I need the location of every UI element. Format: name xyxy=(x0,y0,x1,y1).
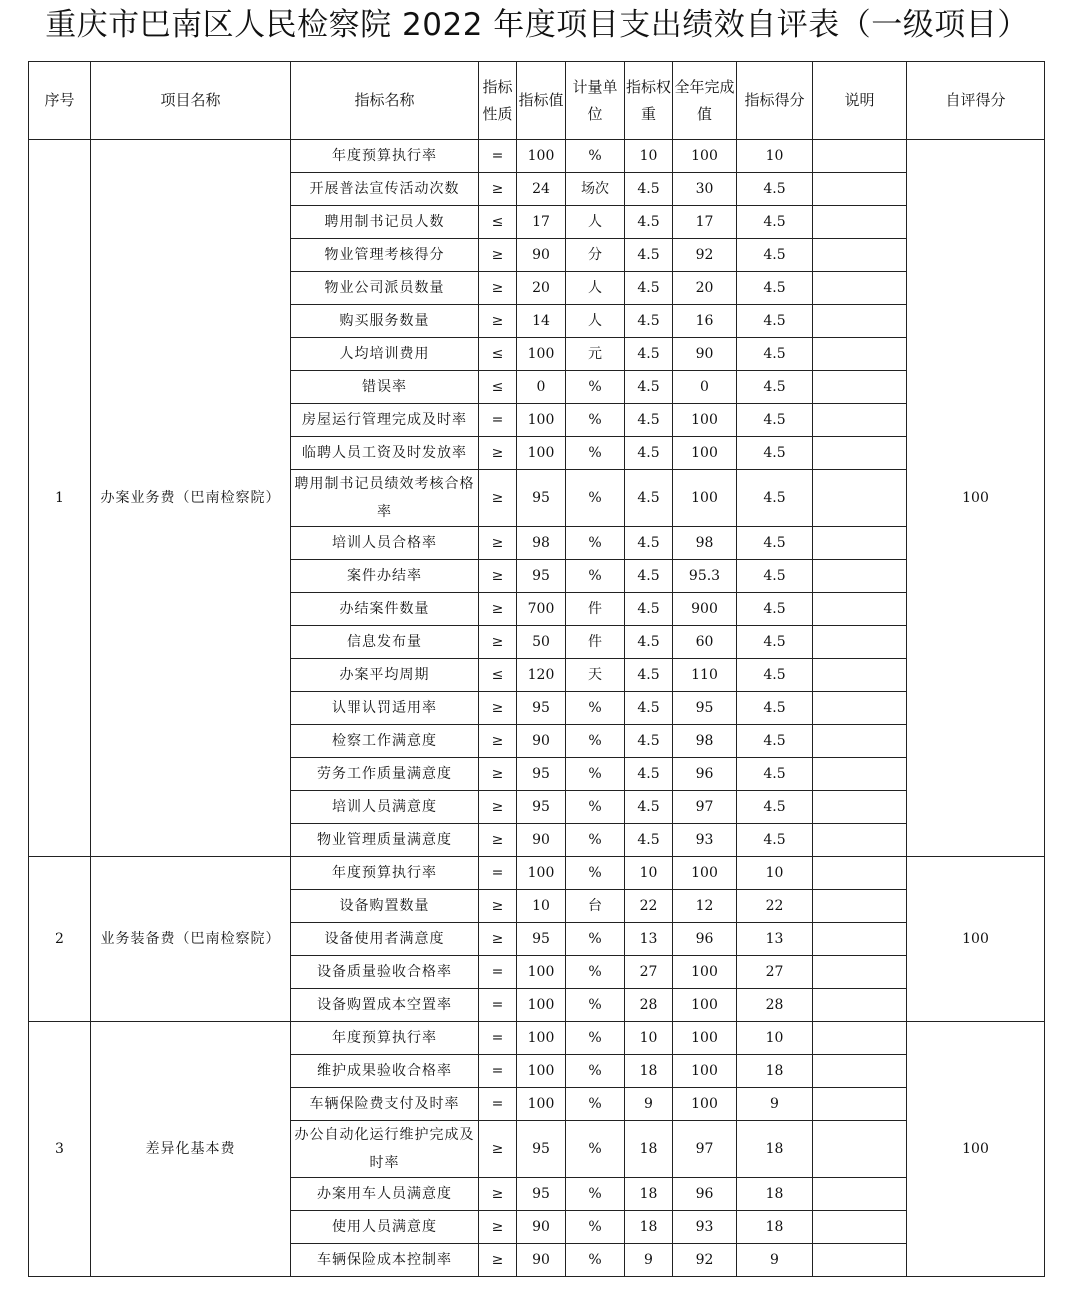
note-cell xyxy=(813,857,907,890)
indicator-nature-cell: ≥ xyxy=(479,470,517,527)
note-cell xyxy=(813,305,907,338)
indicator-value-cell: 100 xyxy=(517,1055,566,1088)
actual-value-cell: 900 xyxy=(673,593,737,626)
weight-cell: 10 xyxy=(625,857,673,890)
note-cell xyxy=(813,758,907,791)
unit-cell: % xyxy=(566,824,625,857)
indicator-name-cell: 物业管理质量满意度 xyxy=(291,824,479,857)
project-self-score: 100 xyxy=(907,140,1045,857)
indicator-score-cell: 4.5 xyxy=(737,371,813,404)
indicator-value-cell: 95 xyxy=(517,560,566,593)
unit-cell: 天 xyxy=(566,659,625,692)
weight-cell: 4.5 xyxy=(625,470,673,527)
indicator-name-cell: 车辆保险费支付及时率 xyxy=(291,1088,479,1121)
unit-cell: 场次 xyxy=(566,173,625,206)
note-cell xyxy=(813,272,907,305)
weight-cell: 4.5 xyxy=(625,437,673,470)
indicator-name-cell: 劳务工作质量满意度 xyxy=(291,758,479,791)
indicator-nature-cell: ≥ xyxy=(479,272,517,305)
weight-cell: 18 xyxy=(625,1055,673,1088)
weight-cell: 4.5 xyxy=(625,824,673,857)
indicator-score-cell: 27 xyxy=(737,956,813,989)
indicator-value-cell: 90 xyxy=(517,239,566,272)
indicator-name-cell: 检察工作满意度 xyxy=(291,725,479,758)
indicator-value-cell: 100 xyxy=(517,437,566,470)
actual-value-cell: 97 xyxy=(673,1121,737,1178)
unit-cell: 件 xyxy=(566,626,625,659)
indicator-score-cell: 10 xyxy=(737,1022,813,1055)
indicator-score-cell: 4.5 xyxy=(737,791,813,824)
unit-cell: % xyxy=(566,470,625,527)
actual-value-cell: 96 xyxy=(673,923,737,956)
indicator-nature-cell: ≥ xyxy=(479,725,517,758)
table-row xyxy=(29,1022,1045,1055)
indicator-value-cell: 100 xyxy=(517,140,566,173)
indicator-value-cell: 14 xyxy=(517,305,566,338)
note-cell xyxy=(813,560,907,593)
unit-cell: % xyxy=(566,1088,625,1121)
project-seq: 1 xyxy=(29,140,91,857)
weight-cell: 4.5 xyxy=(625,593,673,626)
header-indicator-name: 指标名称 xyxy=(291,62,479,140)
unit-cell: % xyxy=(566,371,625,404)
indicator-score-cell: 9 xyxy=(737,1088,813,1121)
unit-cell: % xyxy=(566,758,625,791)
unit-cell: % xyxy=(566,725,625,758)
indicator-score-cell: 4.5 xyxy=(737,593,813,626)
indicator-name-cell: 年度预算执行率 xyxy=(291,857,479,890)
indicator-score-cell: 4.5 xyxy=(737,626,813,659)
header-score: 指标得分 xyxy=(737,62,813,140)
actual-value-cell: 12 xyxy=(673,890,737,923)
weight-cell: 9 xyxy=(625,1244,673,1277)
actual-value-cell: 95.3 xyxy=(673,560,737,593)
note-cell xyxy=(813,989,907,1022)
weight-cell: 10 xyxy=(625,140,673,173)
indicator-score-cell: 18 xyxy=(737,1055,813,1088)
unit-cell: 件 xyxy=(566,593,625,626)
weight-cell: 18 xyxy=(625,1211,673,1244)
indicator-value-cell: 120 xyxy=(517,659,566,692)
header-unit: 计量单位 xyxy=(566,62,625,140)
indicator-name-cell: 认罪认罚适用率 xyxy=(291,692,479,725)
weight-cell: 18 xyxy=(625,1121,673,1178)
unit-cell: % xyxy=(566,527,625,560)
indicator-nature-cell: ≥ xyxy=(479,692,517,725)
note-cell xyxy=(813,371,907,404)
header-weight: 指标权重 xyxy=(625,62,673,140)
weight-cell: 4.5 xyxy=(625,272,673,305)
note-cell xyxy=(813,956,907,989)
indicator-value-cell: 100 xyxy=(517,1088,566,1121)
unit-cell: 人 xyxy=(566,272,625,305)
table-body xyxy=(29,140,1045,1277)
actual-value-cell: 100 xyxy=(673,470,737,527)
weight-cell: 9 xyxy=(625,1088,673,1121)
indicator-name-cell: 培训人员合格率 xyxy=(291,527,479,560)
table-row xyxy=(29,140,1045,173)
unit-cell: % xyxy=(566,956,625,989)
indicator-value-cell: 95 xyxy=(517,791,566,824)
indicator-value-cell: 95 xyxy=(517,923,566,956)
indicator-value-cell: 95 xyxy=(517,692,566,725)
indicator-nature-cell: = xyxy=(479,956,517,989)
weight-cell: 4.5 xyxy=(625,692,673,725)
project-name: 业务装备费（巴南检察院） xyxy=(91,857,291,1022)
indicator-value-cell: 10 xyxy=(517,890,566,923)
indicator-score-cell: 4.5 xyxy=(737,239,813,272)
indicator-nature-cell: = xyxy=(479,1088,517,1121)
indicator-name-cell: 办案平均周期 xyxy=(291,659,479,692)
indicator-value-cell: 100 xyxy=(517,1022,566,1055)
note-cell xyxy=(813,692,907,725)
actual-value-cell: 100 xyxy=(673,1022,737,1055)
unit-cell: % xyxy=(566,1244,625,1277)
indicator-nature-cell: ≥ xyxy=(479,758,517,791)
note-cell xyxy=(813,1055,907,1088)
indicator-name-cell: 聘用制书记员人数 xyxy=(291,206,479,239)
indicator-score-cell: 4.5 xyxy=(737,338,813,371)
indicator-value-cell: 90 xyxy=(517,824,566,857)
indicator-value-cell: 90 xyxy=(517,1244,566,1277)
indicator-name-cell: 设备使用者满意度 xyxy=(291,923,479,956)
indicator-nature-cell: ≥ xyxy=(479,824,517,857)
weight-cell: 27 xyxy=(625,956,673,989)
indicator-name-cell: 案件办结率 xyxy=(291,560,479,593)
weight-cell: 4.5 xyxy=(625,371,673,404)
indicator-score-cell: 18 xyxy=(737,1178,813,1211)
note-cell xyxy=(813,1211,907,1244)
indicator-score-cell: 4.5 xyxy=(737,404,813,437)
indicator-nature-cell: ≥ xyxy=(479,791,517,824)
indicator-score-cell: 22 xyxy=(737,890,813,923)
indicator-nature-cell: ≥ xyxy=(479,560,517,593)
note-cell xyxy=(813,404,907,437)
indicator-score-cell: 18 xyxy=(737,1121,813,1178)
indicator-score-cell: 4.5 xyxy=(737,272,813,305)
indicator-name-cell: 物业公司派员数量 xyxy=(291,272,479,305)
note-cell xyxy=(813,527,907,560)
actual-value-cell: 92 xyxy=(673,1244,737,1277)
note-cell xyxy=(813,338,907,371)
actual-value-cell: 90 xyxy=(673,338,737,371)
actual-value-cell: 93 xyxy=(673,1211,737,1244)
unit-cell: % xyxy=(566,791,625,824)
indicator-score-cell: 18 xyxy=(737,1211,813,1244)
indicator-score-cell: 4.5 xyxy=(737,758,813,791)
indicator-name-cell: 培训人员满意度 xyxy=(291,791,479,824)
unit-cell: 分 xyxy=(566,239,625,272)
note-cell xyxy=(813,1088,907,1121)
actual-value-cell: 110 xyxy=(673,659,737,692)
indicator-value-cell: 20 xyxy=(517,272,566,305)
indicator-score-cell: 4.5 xyxy=(737,527,813,560)
indicator-name-cell: 设备购置数量 xyxy=(291,890,479,923)
indicator-nature-cell: = xyxy=(479,1022,517,1055)
project-seq: 2 xyxy=(29,857,91,1022)
indicator-nature-cell: ≥ xyxy=(479,890,517,923)
indicator-nature-cell: ≥ xyxy=(479,527,517,560)
indicator-score-cell: 9 xyxy=(737,1244,813,1277)
actual-value-cell: 96 xyxy=(673,1178,737,1211)
indicator-value-cell: 17 xyxy=(517,206,566,239)
indicator-value-cell: 95 xyxy=(517,758,566,791)
indicator-score-cell: 4.5 xyxy=(737,560,813,593)
unit-cell: % xyxy=(566,857,625,890)
note-cell xyxy=(813,437,907,470)
indicator-name-cell: 维护成果验收合格率 xyxy=(291,1055,479,1088)
unit-cell: % xyxy=(566,1022,625,1055)
unit-cell: % xyxy=(566,989,625,1022)
indicator-name-cell: 设备质量验收合格率 xyxy=(291,956,479,989)
indicator-value-cell: 98 xyxy=(517,527,566,560)
actual-value-cell: 100 xyxy=(673,437,737,470)
header-indicator-value: 指标值 xyxy=(517,62,566,140)
indicator-value-cell: 100 xyxy=(517,989,566,1022)
weight-cell: 4.5 xyxy=(625,791,673,824)
weight-cell: 4.5 xyxy=(625,305,673,338)
actual-value-cell: 93 xyxy=(673,824,737,857)
note-cell xyxy=(813,659,907,692)
note-cell xyxy=(813,470,907,527)
unit-cell: % xyxy=(566,1211,625,1244)
actual-value-cell: 20 xyxy=(673,272,737,305)
project-name: 差异化基本费 xyxy=(91,1022,291,1277)
weight-cell: 10 xyxy=(625,1022,673,1055)
indicator-value-cell: 50 xyxy=(517,626,566,659)
indicator-name-cell: 使用人员满意度 xyxy=(291,1211,479,1244)
unit-cell: % xyxy=(566,404,625,437)
weight-cell: 4.5 xyxy=(625,173,673,206)
indicator-value-cell: 95 xyxy=(517,470,566,527)
indicator-value-cell: 24 xyxy=(517,173,566,206)
indicator-name-cell: 物业管理考核得分 xyxy=(291,239,479,272)
indicator-name-cell: 设备购置成本空置率 xyxy=(291,989,479,1022)
indicator-score-cell: 4.5 xyxy=(737,725,813,758)
indicator-name-cell: 购买服务数量 xyxy=(291,305,479,338)
weight-cell: 4.5 xyxy=(625,206,673,239)
indicator-nature-cell: ≥ xyxy=(479,593,517,626)
actual-value-cell: 98 xyxy=(673,725,737,758)
indicator-name-cell: 人均培训费用 xyxy=(291,338,479,371)
weight-cell: 22 xyxy=(625,890,673,923)
weight-cell: 4.5 xyxy=(625,626,673,659)
indicator-nature-cell: ≥ xyxy=(479,305,517,338)
indicator-nature-cell: ≥ xyxy=(479,1121,517,1178)
note-cell xyxy=(813,725,907,758)
indicator-value-cell: 700 xyxy=(517,593,566,626)
indicator-value-cell: 0 xyxy=(517,371,566,404)
unit-cell: % xyxy=(566,140,625,173)
weight-cell: 28 xyxy=(625,989,673,1022)
project-self-score: 100 xyxy=(907,1022,1045,1277)
unit-cell: 台 xyxy=(566,890,625,923)
indicator-name-cell: 房屋运行管理完成及时率 xyxy=(291,404,479,437)
note-cell xyxy=(813,1022,907,1055)
note-cell xyxy=(813,1244,907,1277)
weight-cell: 4.5 xyxy=(625,239,673,272)
header-project-name: 项目名称 xyxy=(91,62,291,140)
actual-value-cell: 16 xyxy=(673,305,737,338)
indicator-name-cell: 车辆保险成本控制率 xyxy=(291,1244,479,1277)
indicator-nature-cell: = xyxy=(479,404,517,437)
actual-value-cell: 60 xyxy=(673,626,737,659)
indicator-nature-cell: = xyxy=(479,989,517,1022)
note-cell xyxy=(813,890,907,923)
actual-value-cell: 100 xyxy=(673,404,737,437)
note-cell xyxy=(813,791,907,824)
weight-cell: 4.5 xyxy=(625,725,673,758)
indicator-value-cell: 100 xyxy=(517,404,566,437)
note-cell xyxy=(813,140,907,173)
unit-cell: 元 xyxy=(566,338,625,371)
indicator-nature-cell: = xyxy=(479,857,517,890)
indicator-score-cell: 13 xyxy=(737,923,813,956)
note-cell xyxy=(813,626,907,659)
unit-cell: % xyxy=(566,560,625,593)
unit-cell: % xyxy=(566,1178,625,1211)
indicator-value-cell: 90 xyxy=(517,725,566,758)
note-cell xyxy=(813,173,907,206)
header-note: 说明 xyxy=(813,62,907,140)
indicator-name-cell: 办案用车人员满意度 xyxy=(291,1178,479,1211)
indicator-value-cell: 100 xyxy=(517,338,566,371)
indicator-score-cell: 28 xyxy=(737,989,813,1022)
unit-cell: % xyxy=(566,692,625,725)
indicator-nature-cell: ≥ xyxy=(479,923,517,956)
indicator-name-cell: 开展普法宣传活动次数 xyxy=(291,173,479,206)
note-cell xyxy=(813,593,907,626)
indicator-nature-cell: ≤ xyxy=(479,206,517,239)
indicator-score-cell: 4.5 xyxy=(737,470,813,527)
indicator-name-cell: 年度预算执行率 xyxy=(291,1022,479,1055)
indicator-score-cell: 10 xyxy=(737,140,813,173)
project-seq: 3 xyxy=(29,1022,91,1277)
indicator-score-cell: 4.5 xyxy=(737,305,813,338)
project-name: 办案业务费（巴南检察院） xyxy=(91,140,291,857)
indicator-score-cell: 4.5 xyxy=(737,173,813,206)
unit-cell: % xyxy=(566,437,625,470)
indicator-nature-cell: ≤ xyxy=(479,371,517,404)
indicator-nature-cell: = xyxy=(479,1055,517,1088)
indicator-score-cell: 4.5 xyxy=(737,692,813,725)
unit-cell: % xyxy=(566,1055,625,1088)
indicator-nature-cell: ≥ xyxy=(479,239,517,272)
actual-value-cell: 100 xyxy=(673,140,737,173)
actual-value-cell: 100 xyxy=(673,989,737,1022)
actual-value-cell: 97 xyxy=(673,791,737,824)
unit-cell: 人 xyxy=(566,206,625,239)
indicator-nature-cell: ≥ xyxy=(479,437,517,470)
weight-cell: 4.5 xyxy=(625,560,673,593)
note-cell xyxy=(813,824,907,857)
weight-cell: 4.5 xyxy=(625,404,673,437)
actual-value-cell: 98 xyxy=(673,527,737,560)
indicator-name-cell: 信息发布量 xyxy=(291,626,479,659)
indicator-name-cell: 办公自动化运行维护完成及时率 xyxy=(291,1121,479,1178)
note-cell xyxy=(813,239,907,272)
note-cell xyxy=(813,1121,907,1178)
header-actual: 全年完成值 xyxy=(673,62,737,140)
indicator-nature-cell: ≥ xyxy=(479,626,517,659)
indicator-name-cell: 办结案件数量 xyxy=(291,593,479,626)
table-row xyxy=(29,857,1045,890)
indicator-value-cell: 95 xyxy=(517,1121,566,1178)
indicator-value-cell: 95 xyxy=(517,1178,566,1211)
page-title: 重庆市巴南区人民检察院 2022 年度项目支出绩效自评表（一级项目） xyxy=(45,7,1029,43)
indicator-value-cell: 100 xyxy=(517,956,566,989)
indicator-score-cell: 10 xyxy=(737,857,813,890)
actual-value-cell: 100 xyxy=(673,1055,737,1088)
weight-cell: 4.5 xyxy=(625,338,673,371)
indicator-value-cell: 100 xyxy=(517,857,566,890)
unit-cell: 人 xyxy=(566,305,625,338)
performance-table xyxy=(28,61,1045,1277)
indicator-nature-cell: ≥ xyxy=(479,1244,517,1277)
weight-cell: 4.5 xyxy=(625,527,673,560)
actual-value-cell: 95 xyxy=(673,692,737,725)
note-cell xyxy=(813,206,907,239)
actual-value-cell: 100 xyxy=(673,857,737,890)
weight-cell: 13 xyxy=(625,923,673,956)
unit-cell: % xyxy=(566,1121,625,1178)
actual-value-cell: 100 xyxy=(673,1088,737,1121)
indicator-score-cell: 4.5 xyxy=(737,437,813,470)
indicator-name-cell: 聘用制书记员绩效考核合格率 xyxy=(291,470,479,527)
header-indicator-nature: 指标性质 xyxy=(479,62,517,140)
header-self-score: 自评得分 xyxy=(907,62,1045,140)
actual-value-cell: 0 xyxy=(673,371,737,404)
actual-value-cell: 17 xyxy=(673,206,737,239)
indicator-nature-cell: = xyxy=(479,140,517,173)
header-seq: 序号 xyxy=(29,62,91,140)
indicator-name-cell: 临聘人员工资及时发放率 xyxy=(291,437,479,470)
weight-cell: 4.5 xyxy=(625,758,673,791)
indicator-name-cell: 年度预算执行率 xyxy=(291,140,479,173)
actual-value-cell: 100 xyxy=(673,956,737,989)
indicator-name-cell: 错误率 xyxy=(291,371,479,404)
indicator-nature-cell: ≤ xyxy=(479,659,517,692)
indicator-nature-cell: ≤ xyxy=(479,338,517,371)
weight-cell: 18 xyxy=(625,1178,673,1211)
weight-cell: 4.5 xyxy=(625,659,673,692)
actual-value-cell: 30 xyxy=(673,173,737,206)
actual-value-cell: 96 xyxy=(673,758,737,791)
note-cell xyxy=(813,923,907,956)
indicator-value-cell: 90 xyxy=(517,1211,566,1244)
actual-value-cell: 92 xyxy=(673,239,737,272)
project-self-score: 100 xyxy=(907,857,1045,1022)
unit-cell: % xyxy=(566,923,625,956)
indicator-score-cell: 4.5 xyxy=(737,824,813,857)
header-row xyxy=(29,62,1045,140)
note-cell xyxy=(813,1178,907,1211)
indicator-nature-cell: ≥ xyxy=(479,173,517,206)
indicator-score-cell: 4.5 xyxy=(737,206,813,239)
indicator-score-cell: 4.5 xyxy=(737,659,813,692)
indicator-nature-cell: ≥ xyxy=(479,1178,517,1211)
indicator-nature-cell: ≥ xyxy=(479,1211,517,1244)
